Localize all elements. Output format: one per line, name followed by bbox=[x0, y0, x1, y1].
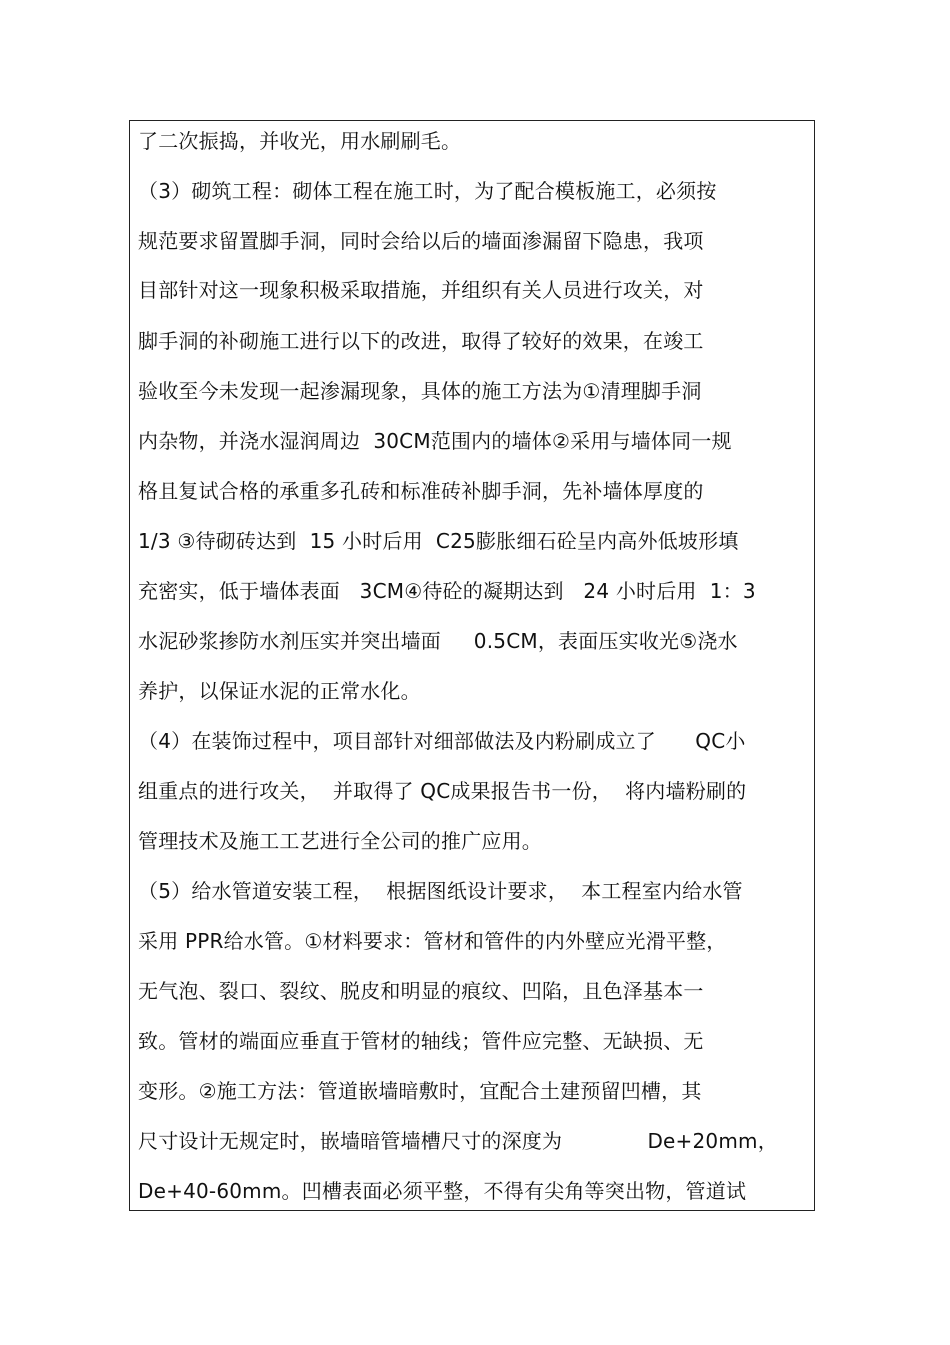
text-line: 变形。②施工方法：管道嵌墙暗敷时，宜配合土建预留凹槽，其 bbox=[138, 1079, 702, 1103]
text-line: De+40-60mm。凹槽表面必须平整，不得有尖角等突出物，管道试 bbox=[138, 1179, 747, 1203]
text-line: 1/3 ③待砌砖达到 15 小时后用 C25膨胀细石砼呈内高外低坡形填 bbox=[138, 529, 739, 553]
text-line: 养护，以保证水泥的正常水化。 bbox=[138, 679, 421, 703]
text-line: 充密实，低于墙体表面 3CM④待砼的凝期达到 24 小时后用 1：3 bbox=[138, 579, 756, 603]
text-line: 脚手洞的补砌施工进行以下的改进，取得了较好的效果，在竣工 bbox=[138, 329, 704, 353]
text-line: 验收至今未发现一起渗漏现象，具体的施工方法为①清理脚手洞 bbox=[138, 379, 702, 403]
text-line: 内杂物，并浇水湿润周边 30CM范围内的墙体②采用与墙体同一规 bbox=[138, 429, 732, 453]
text-line: （5）给水管道安装工程， 根据图纸设计要求， 本工程室内给水管 bbox=[138, 879, 743, 903]
text-line: 无气泡、裂口、裂纹、脱皮和明显的痕纹、凹陷，且色泽基本一 bbox=[138, 979, 704, 1003]
text-line: 管理技术及施工工艺进行全公司的推广应用。 bbox=[138, 829, 542, 853]
text-line: （3）砌筑工程：砌体工程在施工时，为了配合模板施工，必须按 bbox=[138, 179, 717, 203]
text-line: 了二次振捣，并收光，用水刷刷毛。 bbox=[138, 129, 462, 153]
document-frame bbox=[129, 120, 815, 1211]
text-line: 致。管材的端面应垂直于管材的轴线；管件应完整、无缺损、无 bbox=[138, 1029, 704, 1053]
text-line: 格且复试合格的承重多孔砖和标准砖补脚手洞，先补墙体厚度的 bbox=[138, 479, 704, 503]
text-line: 组重点的进行攻关， 并取得了 QC成果报告书一份， 将内墙粉刷的 bbox=[138, 779, 747, 803]
text-line: 水泥砂浆掺防水剂压实并突出墙面 0.5CM，表面压实收光⑤浇水 bbox=[138, 629, 738, 653]
text-line: （4）在装饰过程中，项目部针对细部做法及内粉刷成立了 QC小 bbox=[138, 729, 746, 753]
text-line: 采用 PPR给水管。①材料要求：管材和管件的内外壁应光滑平整， bbox=[138, 929, 727, 953]
text-line: 规范要求留置脚手洞，同时会给以后的墙面渗漏留下隐患，我项 bbox=[138, 229, 704, 253]
text-line: 目部针对这一现象积极采取措施，并组织有关人员进行攻关，对 bbox=[138, 278, 704, 302]
text-line: 尺寸设计无规定时，嵌墙暗管墙槽尺寸的深度为 De+20mm， bbox=[138, 1129, 778, 1153]
